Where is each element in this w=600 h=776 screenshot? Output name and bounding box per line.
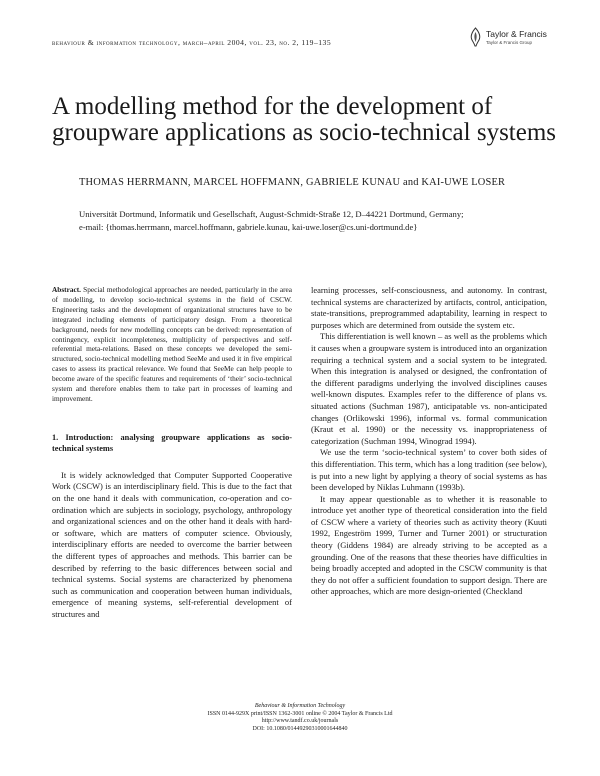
abstract-text: Special methodological approaches are needed, particularly in the area of modelling, to develop socio-technical systems in the field of CSCW. Engineering tasks and the development of organizational structures have to be integrated including elements of participatory design. From a theoretical background, needs for new modelling concepts can be derived: representation of contingency, explicit incompleteness, multiplicity of perspectives and self-referential meta-relations. Based on these concepts we developed the semi-structured, socio-technical modelling method SeeMe and used it in five empirical cases to assess its practical relevance. We found that SeeMe can help people to become aware of the specific features and requirements of ‘their’ socio-technical system and therefore enables them to take part in processes of learning and improvement. (52, 285, 293, 403)
publisher-logo-icon (468, 27, 483, 47)
right-column (311, 285, 547, 598)
affiliation-address: Universität Dortmund, Informatik und Gesellschaft, August-Schmidt-Straße 12, D–44221 Dortmund, Germany; (79, 209, 464, 219)
abstract-label: Abstract. (52, 285, 81, 294)
body-paragraph: We use the term ‘socio-technical system’ to cover both sides of this differentiation. This term, which has a long tradition (see below), is put into a new light by applying a theory of social systems as has been developed by Niklas Luhmann (1993b). (311, 447, 547, 493)
body-paragraph: learning processes, self-consciousness, and autonomy. In contrast, technical systems are characterized by artifacts, control, anticipation, state-transitions, preprogrammed adaptability, learning in respect to purposes which are determined from outside the system etc. (311, 285, 547, 330)
footer-doi: DOI: 10.1080/01449290310001644840 (252, 726, 348, 733)
left-column (52, 285, 292, 621)
body-paragraph: It is widely acknowledged that Computer Supported Cooperative Work (CSCW) is an interdisciplinary field. This is due to the fact that on the one hand it deals with communication, co-operation and co-ordination which are subjects in sociology, psychology, anthropology and organizational sciences and on the other hand it deals with hard- or software, which are matters of computer science. Obviously, interdisciplinary efforts are needed to overcome the barrier between the different types of approaches and methods. This barrier can be described by referring to the basic differences between social and technical systems. Social systems are characterized by phenomena such as communication and cooperation between human individuals, emergence of meaning systems, self-referential development of structures and (52, 469, 292, 619)
footer-journal: Behaviour & Information Technology (254, 703, 346, 709)
abstract (52, 285, 292, 404)
section-heading: 1. Introduction: analysing groupware applications as socio-technical systems (52, 432, 292, 453)
running-head: behaviour & information technology, march–april 2004, vol. 23, no. 2, 119–135 (52, 38, 332, 47)
affiliation-email: e-mail: {thomas.herrmann, marcel.hoffmann, gabriele.kunau, kai-uwe.loser@cs.uni-dortmund.de} (79, 221, 418, 232)
footer-url: http://www.tandf.co.uk/journals (261, 718, 339, 725)
body-paragraph: It may appear questionable as to whether it is reasonable to introduce yet another type of theoretical consideration into the field of CSCW where a variety of theories such as activity theory (Kuuti 1992, Engeström 1999, Turner and Turner 2001) or structuration theory (Giddens 1984) are already striving to be accepted as a grounding. One of the reasons that these theories have difficulties in being broadly accepted and adopted in the CSCW community is that they do not offer a sufficient foundation to support design. There are other approaches, which are more design-oriented (Checkland (311, 493, 547, 597)
footer-issn: ISSN 0144-929X print/ISSN 1362-3001 online © 2004 Taylor & Francis Ltd (207, 710, 393, 717)
paper-title: A modelling method for the development of groupware applications as socio-technical systems (52, 93, 557, 146)
publisher-name: Taylor & Francis (486, 29, 547, 39)
publisher-logo (468, 27, 568, 51)
author-list: THOMAS HERRMANN, MARCEL HOFFMANN, GABRIELE KUNAU and KAI-UWE LOSER (79, 177, 506, 188)
publisher-group: Taylor & Francis Group (486, 40, 533, 45)
page-footer (0, 703, 600, 734)
body-paragraph: This differentiation is well known – as well as the problems which it causes when a groupware system is introduced into an organization requiring a technical system and a social system to be integrated. When this integration is analysed or designed, the confrontation of the different paradigms underlying the involved disciplines causes well-known disputes. Examples refer to the difference of plans vs. situated actions (Suchman 1987), anticipatable vs. non-anticipated changes (Orlikowski 1996), informal vs. formal communication (Kraut et al. 1990) or the necessity vs. inappropriateness of categorization (Suchman 1994, Winograd 1994). (311, 331, 547, 446)
affiliation (79, 208, 559, 233)
